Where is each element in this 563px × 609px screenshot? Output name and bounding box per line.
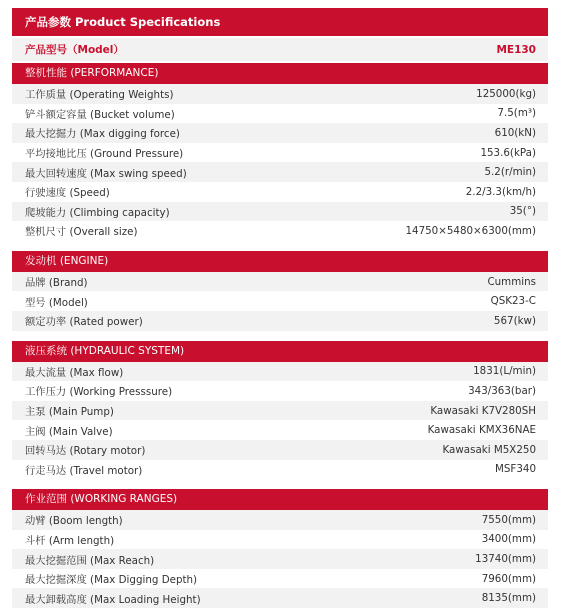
spec-label: 最大挖掘力 (Max digging force) [25,128,180,141]
spec-value: 1831(L/min) [473,365,536,378]
spec-row [12,291,548,311]
spec-label: 最大卸载高度 (Max Loading Height) [25,593,201,606]
spec-row [12,588,548,608]
spec-value: 7.5(m³) [497,107,536,120]
spec-value: Kawasaki KMX36NAE [427,424,536,437]
spec-value: 567(kw) [493,314,536,327]
model-row [12,38,548,61]
spec-label: 整机尺寸 (Overall size) [25,226,138,239]
spec-value: Cummins [487,275,536,288]
spec-value: 343/363(bar) [468,384,536,397]
section-gap [12,331,548,339]
section-gap [12,479,548,487]
spec-value: 14750×5480×6300(mm) [405,224,536,237]
spec-label: 铲斗额定容量 (Bucket volume) [25,108,175,121]
spec-row [12,510,548,530]
spec-value: MSF340 [495,463,536,476]
section-header: 发动机 (ENGINE) [12,251,548,272]
spec-value: 2.2/3.3(km/h) [465,185,536,198]
spec-row [12,123,548,143]
model-value: ME130 [496,43,536,56]
spec-value: 7550(mm) [481,513,536,526]
spec-label: 平均接地比压 (Ground Pressure) [25,148,184,161]
spec-label: 主阀 (Main Valve) [25,425,113,438]
spec-label: 工作质量 (Operating Weights) [25,89,174,102]
spec-label: 行驶速度 (Speed) [25,187,110,200]
spec-row [12,202,548,222]
spec-row [12,182,548,202]
section-header: 液压系统 (HYDRAULIC SYSTEM) [12,341,548,362]
spec-value: 8135(mm) [481,592,536,605]
spec-value: QSK23-C [490,295,536,308]
spec-label: 最大回转速度 (Max swing speed) [25,167,187,180]
spec-label: 斗杆 (Arm length) [25,534,115,547]
spec-value: 13740(mm) [475,553,536,566]
spec-row [12,530,548,550]
spec-row [12,401,548,421]
section-gap [12,241,548,249]
section-working-ranges [12,489,548,608]
spec-value: Kawasaki K7V280SH [430,404,536,417]
spec-value: 3400(mm) [481,533,536,546]
spec-label: 额定功率 (Rated power) [25,316,143,329]
spec-label: 爬坡能力 (Climbing capacity) [25,206,170,219]
spec-label: 主泵 (Main Pump) [25,406,114,419]
spec-label: 最大挖掘范围 (Max Reach) [25,554,155,567]
spec-row [12,143,548,163]
page-title: 产品参数 Product Specifications [12,8,548,36]
model-label: 产品型号（Model） [25,44,124,56]
spec-value: 7960(mm) [481,572,536,585]
spec-row [12,440,548,460]
spec-row [12,84,548,104]
spec-value: 35(°) [509,205,536,218]
spec-row [12,311,548,331]
spec-row [12,569,548,589]
spec-row [12,420,548,440]
section-engine [12,251,548,331]
spec-label: 回转马达 (Rotary motor) [25,445,146,458]
spec-row [12,381,548,401]
spec-row [12,221,548,241]
spec-label: 型号 (Model) [25,296,88,309]
spec-label: 最大流量 (Max flow) [25,366,124,379]
spec-value: Kawasaki M5X250 [442,443,536,456]
spec-label: 动臂 (Boom length) [25,515,123,528]
spec-row [12,549,548,569]
spec-value: 153.6(kPa) [480,146,536,159]
spec-label: 工作压力 (Working Presssure) [25,386,173,399]
spec-row [12,272,548,292]
spec-sheet [12,8,548,608]
spec-row [12,460,548,480]
spec-value: 5.2(r/min) [484,166,536,179]
section-header: 整机性能 (PERFORMANCE) [12,63,548,84]
spec-row [12,104,548,124]
spec-row [12,162,548,182]
spec-value: 610(kN) [494,126,536,139]
spec-row [12,362,548,382]
section-performance [12,63,548,241]
section-header: 作业范围 (WORKING RANGES) [12,489,548,510]
spec-value: 125000(kg) [476,87,536,100]
spec-label: 最大挖掘深度 (Max Digging Depth) [25,574,198,587]
section-hydraulic [12,341,548,480]
spec-label: 行走马达 (Travel motor) [25,464,143,477]
spec-label: 品牌 (Brand) [25,277,88,290]
